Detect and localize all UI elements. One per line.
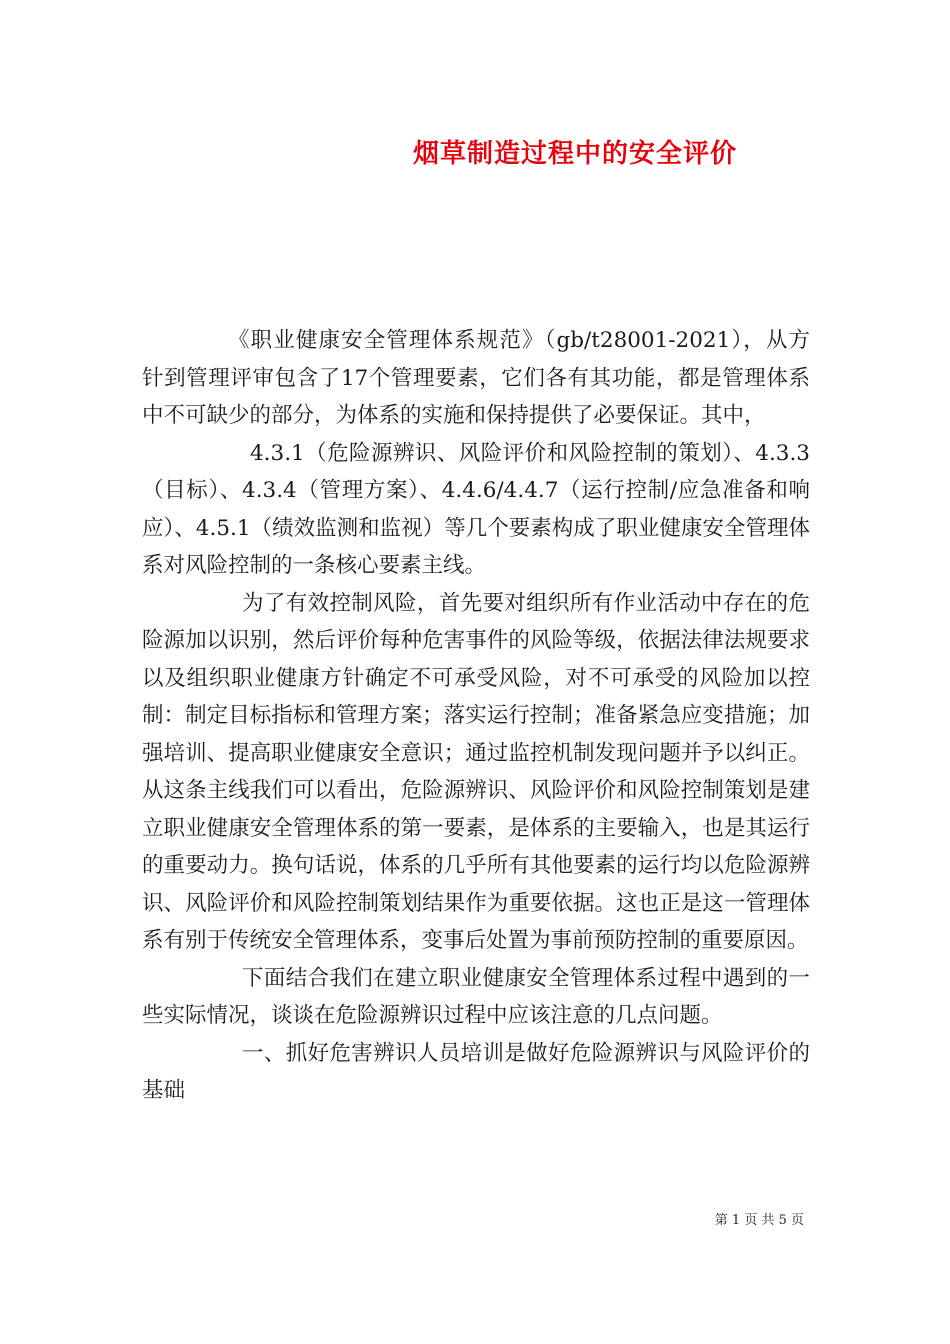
- paragraph-4: 下面结合我们在建立职业健康安全管理体系过程中遇到的一些实际情况，谈谈在危险源辨识过程中应该注意的几点问题。: [142, 965, 810, 1028]
- paragraph-2: 4.3.1（危险源辨识、风险评价和风险控制的策划）、4.3.3（目标）、4.3.4（管理方案）、4.4.6/4.4.7（运行控制/应急准备和响应）、4.5.1（绩效监测和监视）等几个要素构成了职业健康安全管理体系对风险控制的一条核心要素主线。: [142, 440, 810, 578]
- paragraph-3: 为了有效控制风险，首先要对组织所有作业活动中存在的危险源加以识别，然后评价每种危害事件的风险等级，依据法律法规要求以及组织职业健康方针确定不可承受风险，对不可承受的风险加以控制：制定目标指标和管理方案；落实运行控制；准备紧急应变措施；加强培训、提高职业健康安全意识；通过监控机制发现问题并予以纠正。从这条主线我们可以看出，危险源辨识、风险评价和风险控制策划是建立职业健康安全管理体系的第一要素，是体系的主要输入，也是其运行的重要动力。换句话说，体系的几乎所有其他要素的运行均以危险源辨识、风险评价和风险控制策划结果作为重要依据。这也正是这一管理体系有别于传统安全管理体系，变事后处置为事前预防控制的重要原因。: [142, 590, 810, 953]
- document-title: 烟草制造过程中的安全评价: [413, 139, 738, 169]
- paragraph-5: 一、抓好危害辨识人员培训是做好危险源辨识与风险评价的基础: [142, 1040, 810, 1103]
- page-number: 第 1 页 共 5 页: [714, 1213, 804, 1228]
- document-body: [142, 322, 810, 1110]
- paragraph-1: 《职业健康安全管理体系规范》（gb/t28001-2021），从方针到管理评审包含了17个管理要素，它们各有其功能，都是管理体系中不可缺少的部分，为体系的实施和保持提供了必要保证。其中，: [142, 328, 810, 428]
